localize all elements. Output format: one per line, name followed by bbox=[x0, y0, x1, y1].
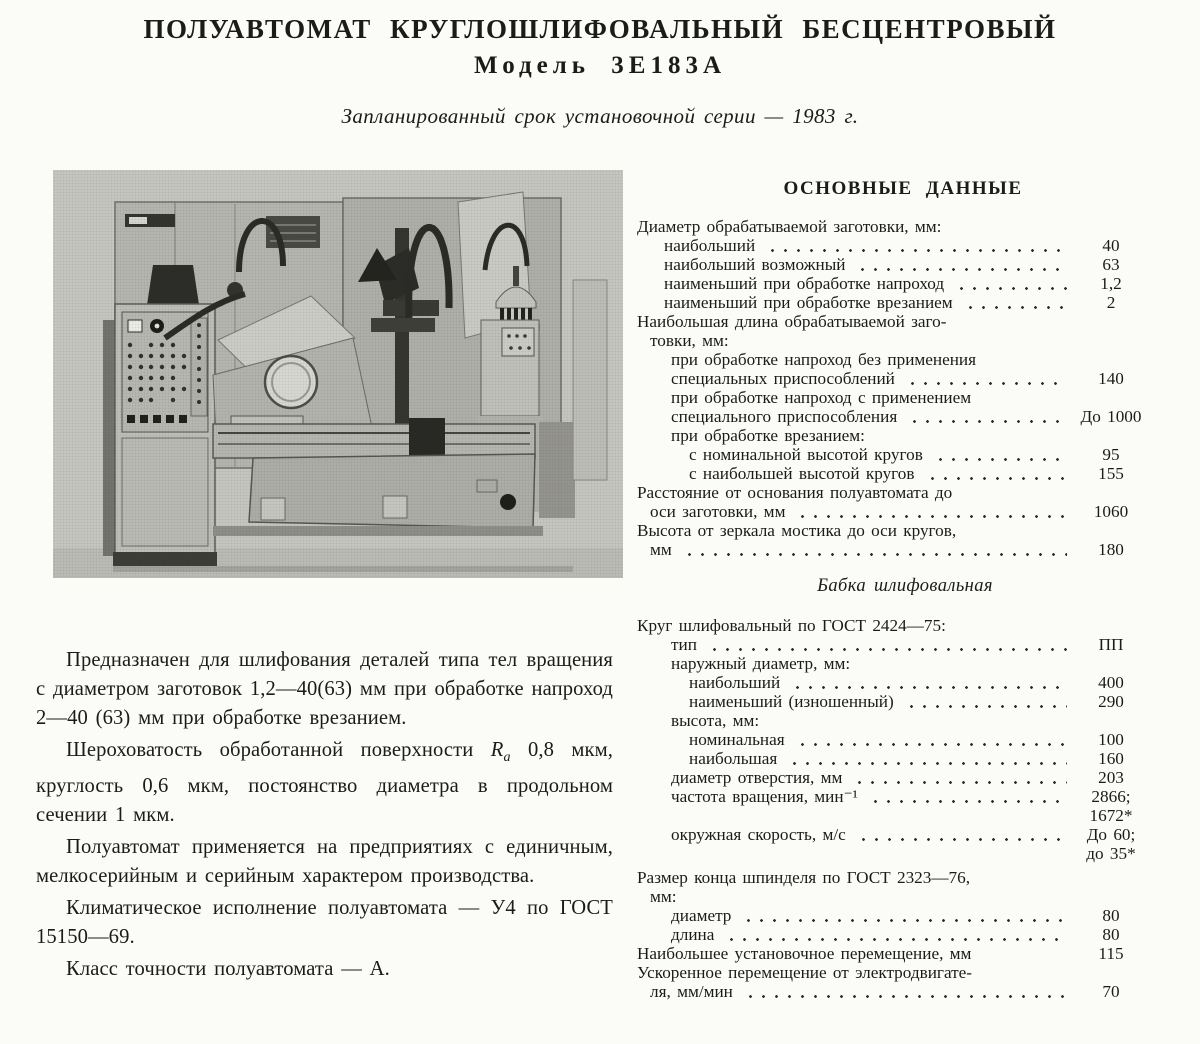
specs-subheading: Бабка шлифовальная bbox=[817, 576, 993, 596]
paragraph-accuracy-class: Класс точности полуавтомата — А. bbox=[66, 958, 390, 981]
spec-row bbox=[633, 331, 1147, 350]
spec-label: Наибольшее установочное перемещение, мм bbox=[637, 944, 972, 963]
spec-row bbox=[633, 483, 1147, 502]
paragraph-purpose: Предназначен для шлифования деталей типа тел вращения с диаметром заготовок 1,2—40(63) мм при обработке напроход 2—40 (63) мм при обработке врезанием. bbox=[36, 649, 613, 729]
spec-value: 1672* bbox=[1089, 806, 1133, 825]
paragraph-application: Полуавтомат применяется на предприятиях с единичным, мелкосерийным и серийным характером производства. bbox=[36, 836, 613, 888]
hopper-box bbox=[147, 265, 199, 305]
spec-leader bbox=[950, 228, 1067, 233]
spec-row bbox=[633, 616, 1147, 635]
spec-value: 160 bbox=[1098, 749, 1124, 768]
spec-row bbox=[633, 521, 1147, 540]
spec-row bbox=[633, 749, 1147, 768]
spec-label: специальных приспособлений bbox=[671, 369, 895, 388]
spec-leader bbox=[979, 879, 1067, 884]
spec-label: наименьший при обработке врезанием bbox=[664, 293, 953, 312]
spec-label: специального приспособления bbox=[671, 407, 898, 426]
spec-row bbox=[633, 692, 1147, 711]
spec-value: до 35* bbox=[1086, 844, 1136, 863]
spec-value: До 60; bbox=[1086, 825, 1136, 844]
spec-value: ПП bbox=[1098, 635, 1124, 654]
spec-row bbox=[633, 963, 1147, 982]
cabinet-door bbox=[122, 438, 208, 546]
spec-row bbox=[633, 768, 1147, 787]
spec-label: наибольшая bbox=[689, 749, 778, 768]
spec-value: 40 bbox=[1102, 236, 1120, 255]
spec-row bbox=[633, 787, 1147, 806]
spec-row bbox=[633, 806, 1147, 825]
spec-row bbox=[633, 350, 1147, 369]
small-panel bbox=[502, 328, 534, 356]
spec-leader bbox=[794, 741, 1067, 746]
spec-label: при обработке врезанием: bbox=[671, 426, 865, 445]
spec-row bbox=[633, 925, 1147, 944]
description-text bbox=[36, 646, 613, 987]
spec-label: номинальная bbox=[689, 730, 785, 749]
spec-value: 95 bbox=[1102, 445, 1120, 464]
spec-label: с наибольшей высотой кругов bbox=[689, 464, 915, 483]
spec-leader bbox=[980, 955, 1067, 960]
spec-leader bbox=[794, 513, 1067, 518]
roughness-symbol: $R_a$ bbox=[490, 739, 511, 766]
spec-value: 180 bbox=[1098, 540, 1124, 559]
spec-leader bbox=[723, 936, 1067, 941]
spec-leader bbox=[742, 993, 1067, 998]
spec-leader bbox=[855, 836, 1067, 841]
specs-table-2 bbox=[633, 616, 1147, 1001]
series-subtitle: Запланированный срок установочной серии — 1983 г. bbox=[341, 104, 859, 128]
specs-heading: ОСНОВНЫЕ ДАННЫЕ bbox=[783, 178, 1023, 199]
spec-label: частота вращения, мин⁻¹ bbox=[671, 787, 858, 806]
spec-row bbox=[633, 407, 1147, 426]
spec-label: Диаметр обрабатываемой заготовки, мм: bbox=[637, 217, 942, 236]
spec-value: 63 bbox=[1102, 255, 1120, 274]
spec-leader bbox=[953, 285, 1067, 290]
guideway-rail bbox=[213, 424, 535, 458]
paragraph-climate: Климатическое исполнение полуавтомата — У4 по ГОСТ 15150—69. bbox=[36, 897, 613, 949]
spec-label: наибольший bbox=[664, 236, 756, 255]
page-title: ПОЛУАВТОМАТ КРУГЛОШЛИФОВАЛЬНЫЙ БЕСЦЕНТРОВЫЙ bbox=[143, 14, 1057, 44]
spec-label: Ускоренное перемещение от электродвигате- bbox=[637, 963, 973, 982]
spec-leader bbox=[962, 304, 1067, 309]
spec-row bbox=[633, 217, 1147, 236]
spec-label: при обработке напроход с применением bbox=[671, 388, 972, 407]
spec-row bbox=[633, 844, 1147, 863]
sheet-guard bbox=[458, 192, 531, 338]
spec-row bbox=[633, 445, 1147, 464]
spec-label: Круг шлифовальный по ГОСТ 2424—75: bbox=[637, 616, 946, 635]
spec-value: 203 bbox=[1098, 768, 1124, 787]
roughness-text-post: 0,8 мкм, круглость 0,6 мкм, постоянство диаметра в продольном сечении 1 мкм. bbox=[36, 739, 613, 827]
spec-leader bbox=[981, 974, 1067, 979]
spec-leader bbox=[768, 722, 1067, 727]
spec-label: наибольший bbox=[689, 673, 781, 692]
spec-leader bbox=[738, 342, 1067, 347]
spec-value: 2 bbox=[1106, 293, 1116, 312]
spec-leader bbox=[646, 817, 1067, 822]
spec-row bbox=[633, 711, 1147, 730]
spec-leader bbox=[906, 418, 1067, 423]
spec-leader bbox=[965, 532, 1067, 537]
spec-value: 80 bbox=[1102, 925, 1120, 944]
spec-leader bbox=[740, 917, 1067, 922]
page-header bbox=[0, 12, 1200, 129]
machine-photo bbox=[53, 170, 623, 578]
spec-label: Наибольшая длина обрабатываемой заго- bbox=[637, 312, 947, 331]
spec-row bbox=[633, 868, 1147, 887]
spec-label: наименьший (изношенный) bbox=[689, 692, 894, 711]
spec-row bbox=[633, 887, 1147, 906]
spec-value: 70 bbox=[1102, 982, 1120, 1001]
spec-label: наружный диаметр, мм: bbox=[671, 654, 851, 673]
spec-value: 400 bbox=[1098, 673, 1124, 692]
spec-leader bbox=[786, 760, 1067, 765]
roughness-text-pre: Шероховатость обработанной поверхности bbox=[66, 739, 491, 761]
spec-label: наибольший возможный bbox=[664, 255, 846, 274]
spec-leader bbox=[980, 399, 1067, 404]
spec-leader bbox=[904, 380, 1067, 385]
spec-leader bbox=[867, 798, 1067, 803]
spec-row bbox=[633, 464, 1147, 483]
spec-value: 1,2 bbox=[1100, 274, 1122, 293]
spec-leader bbox=[956, 323, 1068, 328]
spec-label: ля, мм/мин bbox=[650, 982, 733, 1001]
spec-label: при обработке напроход без применения bbox=[671, 350, 977, 369]
spec-leader bbox=[854, 266, 1067, 271]
spec-leader bbox=[681, 551, 1067, 556]
spec-row bbox=[633, 635, 1147, 654]
spec-label: оси заготовки, мм bbox=[650, 502, 786, 521]
spec-row bbox=[633, 293, 1147, 312]
spec-leader bbox=[961, 494, 1067, 499]
spec-label: мм bbox=[650, 540, 672, 559]
spec-label: окружная скорость, м/с bbox=[671, 825, 846, 844]
spec-row bbox=[633, 312, 1147, 331]
spec-value: 100 bbox=[1098, 730, 1124, 749]
square-gauge bbox=[128, 320, 142, 332]
machine-photo-illustration bbox=[53, 170, 623, 578]
spec-row bbox=[633, 540, 1147, 559]
spec-row bbox=[633, 730, 1147, 749]
spec-leader bbox=[764, 247, 1067, 252]
specs-table-1 bbox=[633, 217, 1147, 559]
spec-label: диаметр отверстия, мм bbox=[671, 768, 843, 787]
spec-leader bbox=[851, 779, 1067, 784]
spec-leader bbox=[924, 475, 1067, 480]
spec-leader bbox=[646, 855, 1067, 860]
spec-row bbox=[633, 426, 1147, 445]
spec-label: высота, мм: bbox=[671, 711, 760, 730]
model-title: Модель 3Е183А bbox=[473, 52, 726, 79]
spec-leader bbox=[932, 456, 1067, 461]
spec-label: с номинальной высотой кругов bbox=[689, 445, 923, 464]
spec-leader bbox=[859, 665, 1067, 670]
spec-value: 80 bbox=[1102, 906, 1120, 925]
spec-label: наименьший при обработке напроход bbox=[664, 274, 945, 293]
spec-row bbox=[633, 906, 1147, 925]
spec-row bbox=[633, 274, 1147, 293]
spec-value: 2866; bbox=[1091, 787, 1131, 806]
spec-leader bbox=[686, 898, 1067, 903]
spec-value: 1060 bbox=[1093, 502, 1129, 521]
spec-value: 290 bbox=[1098, 692, 1124, 711]
spec-row bbox=[633, 388, 1147, 407]
spec-row bbox=[633, 982, 1147, 1001]
spec-label: длина bbox=[671, 925, 715, 944]
spec-leader bbox=[789, 684, 1067, 689]
spec-value: 140 bbox=[1098, 369, 1124, 388]
spec-leader bbox=[903, 703, 1067, 708]
spec-row bbox=[633, 236, 1147, 255]
spec-row bbox=[633, 654, 1147, 673]
spec-value: 115 bbox=[1098, 944, 1124, 963]
spec-leader bbox=[955, 627, 1067, 632]
spec-label: товки, мм: bbox=[650, 331, 729, 350]
spec-leader bbox=[874, 437, 1067, 442]
spec-row bbox=[633, 502, 1147, 521]
spec-label: Размер конца шпинделя по ГОСТ 2323—76, bbox=[637, 868, 971, 887]
spec-label: Высота от зеркала мостика до оси кругов, bbox=[637, 521, 957, 540]
spec-leader bbox=[706, 646, 1067, 651]
spec-value: 155 bbox=[1098, 464, 1124, 483]
control-cabinet bbox=[103, 304, 217, 566]
paragraph-roughness bbox=[36, 736, 613, 830]
spec-row bbox=[633, 369, 1147, 388]
spec-label: мм: bbox=[650, 887, 677, 906]
specs-column bbox=[633, 178, 1147, 1001]
spec-label: диаметр bbox=[671, 906, 732, 925]
spec-leader bbox=[985, 361, 1067, 366]
spec-row bbox=[633, 255, 1147, 274]
spec-row bbox=[633, 825, 1147, 844]
spec-row bbox=[633, 944, 1147, 963]
spec-value: До 1000 bbox=[1080, 407, 1142, 426]
spec-row bbox=[633, 673, 1147, 692]
spec-label: тип bbox=[671, 635, 697, 654]
spec-label: Расстояние от основания полуавтомата до bbox=[637, 483, 953, 502]
